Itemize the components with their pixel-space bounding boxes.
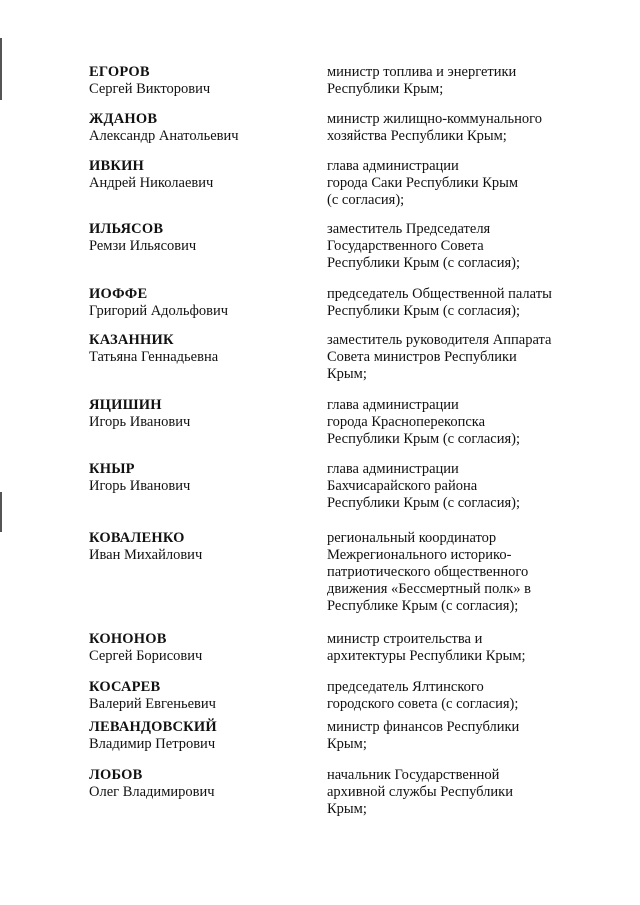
member-name [89, 461, 314, 495]
member-surname: КАЗАННИК [89, 332, 174, 348]
member-given-names: Сергей Борисович [89, 648, 203, 664]
scan-edge-mark-bottom [0, 492, 2, 532]
member-given-names: Владимир Петрович [89, 736, 216, 752]
member-position-line: Крым; [327, 801, 367, 817]
member-position-line: движения «Бессмертный полк» в [327, 581, 532, 597]
member-position-line: хозяйства Республики Крым; [327, 128, 507, 144]
member-surname: ИЛЬЯСОВ [89, 221, 164, 237]
member-position [327, 719, 617, 753]
member-given-names: Татьяна Геннадьевна [89, 349, 219, 365]
member-position-line: Совета министров Республики [327, 349, 517, 365]
member-position-line: Республики Крым (с согласия); [327, 255, 521, 271]
member-surname: ЛЕВАНДОВСКИЙ [89, 719, 217, 735]
member-surname: ЛОБОВ [89, 767, 143, 783]
member-surname: ЯЦИШИН [89, 397, 162, 413]
member-position-line: заместитель руководителя Аппарата [327, 332, 552, 348]
member-given-names: Андрей Николаевич [89, 175, 214, 191]
member-position [327, 679, 617, 713]
member-given-names: Иван Михайлович [89, 547, 203, 563]
member-name [89, 332, 314, 366]
member-name [89, 64, 314, 98]
member-name [89, 286, 314, 320]
member-position-line: (с согласия); [327, 192, 405, 208]
member-position-line: архитектуры Республики Крым; [327, 648, 526, 664]
member-given-names: Игорь Иванович [89, 478, 191, 494]
member-name [89, 111, 314, 145]
member-given-names: Валерий Евгеньевич [89, 696, 216, 712]
member-position-line: архивной службы Республики [327, 784, 513, 800]
member-position-line: глава администрации [327, 461, 459, 477]
member-position-line: глава администрации [327, 397, 459, 413]
member-surname: ЖДАНОВ [89, 111, 158, 127]
member-position-line: Крым; [327, 366, 367, 382]
member-name [89, 767, 314, 801]
member-position-line: Республики Крым (с согласия); [327, 303, 521, 319]
member-name [89, 719, 314, 753]
member-surname: КОСАРЕВ [89, 679, 161, 695]
member-position-line: Республики Крым (с согласия); [327, 431, 521, 447]
member-position-line: председатель Ялтинского [327, 679, 484, 695]
member-position-line: заместитель Председателя [327, 221, 491, 237]
member-position-line: председатель Общественной палаты [327, 286, 552, 302]
member-position-line: города Красноперекопска [327, 414, 486, 430]
member-position [327, 397, 617, 448]
member-position-line: Республики Крым (с согласия); [327, 495, 521, 511]
member-position-line: Бахчисарайского района [327, 478, 478, 494]
member-surname: ИОФФЕ [89, 286, 148, 302]
member-position-line: городского совета (с согласия); [327, 696, 519, 712]
member-position [327, 286, 617, 320]
member-position-line: патриотического общественного [327, 564, 529, 580]
member-position-line: министр финансов Республики [327, 719, 520, 735]
scan-edge-mark-top [0, 38, 2, 100]
member-position [327, 767, 617, 818]
member-position [327, 64, 617, 98]
member-position [327, 332, 617, 383]
member-position [327, 631, 617, 665]
member-name [89, 221, 314, 255]
member-given-names: Ремзи Ильясович [89, 238, 197, 254]
member-position-line: Республике Крым (с согласия); [327, 598, 519, 614]
member-position-line: города Саки Республики Крым [327, 175, 519, 191]
member-surname: КОВАЛЕНКО [89, 530, 185, 546]
member-given-names: Игорь Иванович [89, 414, 191, 430]
member-surname: ИВКИН [89, 158, 145, 174]
member-position-line: Крым; [327, 736, 367, 752]
member-position [327, 461, 617, 512]
member-position [327, 221, 617, 272]
member-position-line: Государственного Совета [327, 238, 484, 254]
member-surname: КНЫР [89, 461, 135, 477]
member-surname: ЕГОРОВ [89, 64, 150, 80]
member-position-line: Межрегионального историко- [327, 547, 512, 563]
member-position [327, 158, 617, 209]
member-position-line: региональный координатор [327, 530, 497, 546]
member-name [89, 679, 314, 713]
member-given-names: Григорий Адольфович [89, 303, 229, 319]
member-position-line: министр жилищно-коммунального [327, 111, 542, 127]
member-given-names: Олег Владимирович [89, 784, 215, 800]
member-name [89, 631, 314, 665]
member-position [327, 111, 617, 145]
member-position [327, 530, 617, 615]
member-name [89, 530, 314, 564]
member-given-names: Сергей Викторович [89, 81, 211, 97]
member-given-names: Александр Анатольевич [89, 128, 239, 144]
member-name [89, 397, 314, 431]
member-position-line: начальник Государственной [327, 767, 500, 783]
member-name [89, 158, 314, 192]
member-surname: КОНОНОВ [89, 631, 167, 647]
member-position-line: министр строительства и [327, 631, 483, 647]
member-position-line: глава администрации [327, 158, 459, 174]
member-position-line: Республики Крым; [327, 81, 444, 97]
member-position-line: министр топлива и энергетики [327, 64, 517, 80]
